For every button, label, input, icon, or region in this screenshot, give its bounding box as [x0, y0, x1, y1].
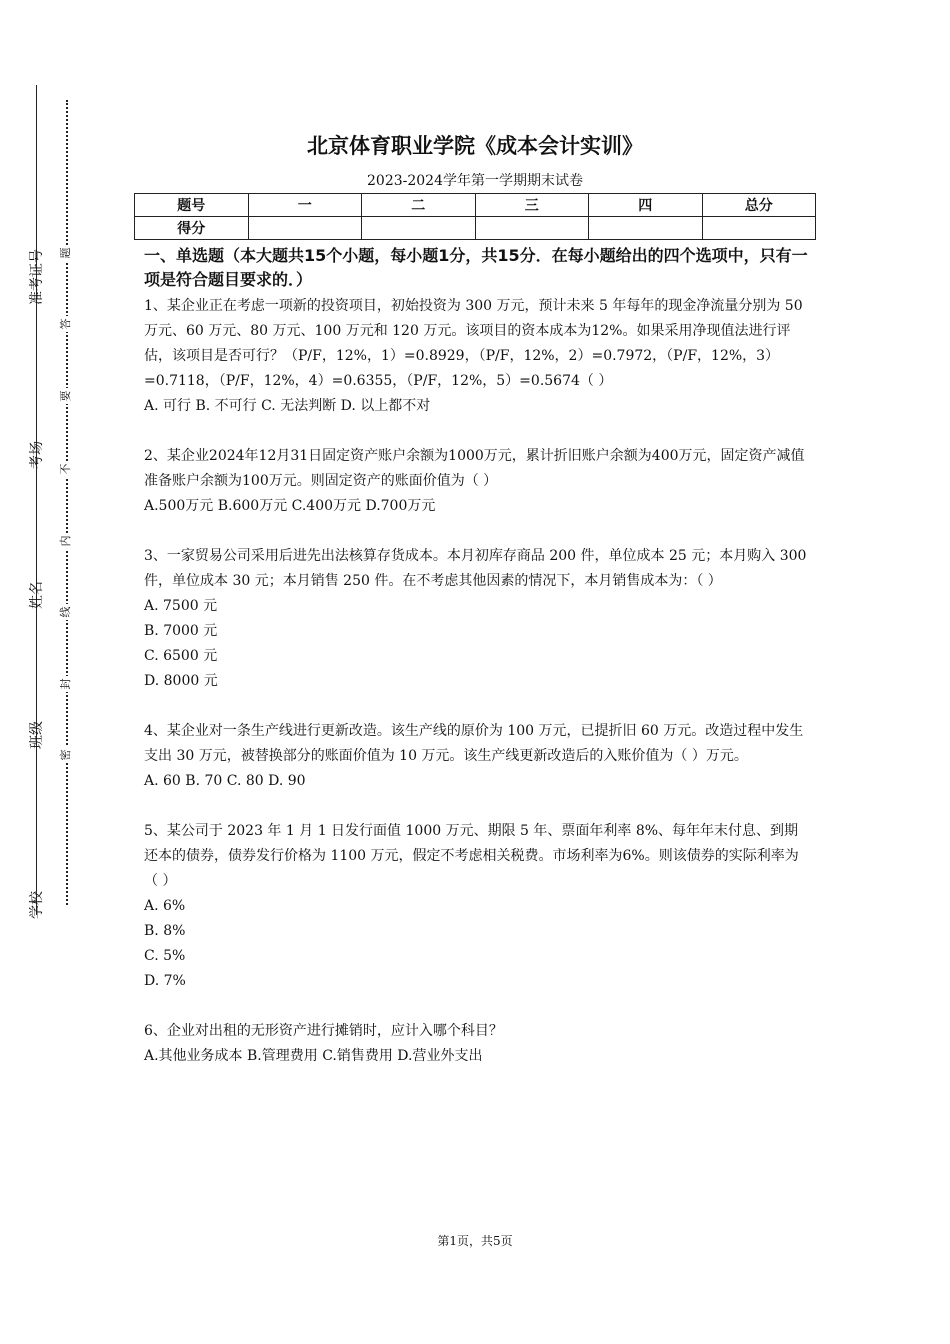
exam-title: 北京体育职业学院《成本会计实训》 — [307, 134, 643, 158]
option-a: A. 7500 元 — [144, 598, 218, 614]
score-header-cell: 一 — [248, 194, 362, 217]
question-options: A. 60 B. 70 C. 80 D. 90 — [144, 773, 306, 789]
score-cell[interactable] — [248, 217, 362, 240]
question-stem: 4、某企业对一条生产线进行更新改造。该生产线的原价为 100 万元，已提折旧 60 万元。改造过程中发生支出 30 万元，被替换部分的账面价值为 10 万元。该生产线更新改造后的入账价值为（ ）万元。 — [144, 723, 804, 764]
seal-char: 封 — [58, 676, 74, 692]
question-options: A. 可行 B. 不可行 C. 无法判断 D. 以上都不对 — [144, 398, 431, 414]
question-stem: 5、某公司于 2023 年 1 月 1 日发行面值 1000 万元、期限 5 年、票面年利率 8%、每年年末付息、到期还本的债券，债券发行价格为 1100 万元，假定不考虑相关税费。市场利率为6%。则该债券的实际利率为（ ） — [144, 823, 799, 889]
exam-room-label: 考场 — [29, 441, 45, 469]
seal-dotted-line — [66, 100, 68, 905]
question-4 — [144, 719, 810, 794]
seal-char: 不 — [58, 461, 74, 477]
seal-char: 答 — [58, 316, 74, 332]
question-stem: 3、一家贸易公司采用后进先出法核算存货成本。本月初库存商品 200 件，单位成本 25 元；本月购入 300 件，单位成本 30 元；本月销售 250 件。在不考虑其他因素的情况下，本月销售成本为：（ ） — [144, 548, 807, 589]
question-2 — [144, 444, 810, 519]
seal-char: 要 — [58, 388, 74, 404]
option-a: A. 6% — [144, 898, 186, 914]
score-cell[interactable] — [589, 217, 703, 240]
option-c: C. 5% — [144, 948, 186, 964]
score-header-cell: 题号 — [135, 194, 249, 217]
question-stem: 1、某企业正在考虑一项新的投资项目，初始投资为 300 万元，预计未来 5 年每年的现金净流量分别为 50 万元、60 万元、80 万元、100 万元和 120 万元。该项目的资本成本为12%。如果采用净现值法进行评估，该项目是否可行？（P/F，12%，1）=0.8929，（P/F，12%，2）=0.7972，（P/F，12%，3）=0.7118，（P/F，12%，4）=0.6355，（P/F，12%，5）=0.5674（ ） — [144, 298, 803, 389]
page-number: 第1页，共5页 — [437, 1234, 513, 1248]
score-row-label: 得分 — [135, 217, 249, 240]
question-stem: 6、企业对出租的无形资产进行摊销时，应计入哪个科目？ — [144, 1023, 503, 1039]
score-header-cell: 总分 — [702, 194, 816, 217]
question-options: A.其他业务成本 B.管理费用 C.销售费用 D.营业外支出 — [144, 1048, 483, 1064]
name-label: 姓名 — [29, 581, 45, 609]
section-heading: 一、单选题（本大题共15个小题，每小题1分，共15分．在每小题给出的四个选项中，只有一项是符合题目要求的．） — [144, 246, 808, 289]
question-1 — [144, 294, 810, 419]
score-cell[interactable] — [475, 217, 589, 240]
score-header-cell: 三 — [475, 194, 589, 217]
seal-char: 线 — [58, 604, 74, 620]
seal-char: 题 — [58, 245, 74, 261]
option-b: B. 8% — [144, 923, 186, 939]
binding-line — [36, 85, 37, 915]
score-table-score-row — [135, 217, 816, 240]
option-d: D. 7% — [144, 973, 186, 989]
exam-subtitle: 2023-2024学年第一学期期末试卷 — [367, 173, 583, 189]
question-options: A.500万元 B.600万元 C.400万元 D.700万元 — [144, 498, 436, 514]
option-d: D. 8000 元 — [144, 673, 218, 689]
seal-char: 内 — [58, 533, 74, 549]
exam-content — [144, 244, 810, 1094]
option-c: C. 6500 元 — [144, 648, 218, 664]
class-label: 班级 — [29, 721, 45, 749]
score-cell[interactable] — [702, 217, 816, 240]
question-6 — [144, 1019, 810, 1069]
score-header-cell: 二 — [362, 194, 476, 217]
question-5 — [144, 819, 810, 994]
school-label: 学校 — [29, 891, 45, 919]
option-b: B. 7000 元 — [144, 623, 218, 639]
score-header-cell: 四 — [589, 194, 703, 217]
question-3 — [144, 544, 810, 694]
score-table-header-row — [135, 194, 816, 217]
question-stem: 2、某企业2024年12月31日固定资产账户余额为1000万元，累计折旧账户余额为400万元，固定资产减值准备账户余额为100万元。则固定资产的账面价值为（ ） — [144, 448, 805, 489]
seal-char: 密 — [58, 747, 74, 763]
admission-number-label: 准考证号 — [29, 249, 45, 305]
score-table — [134, 193, 816, 240]
score-cell[interactable] — [362, 217, 476, 240]
